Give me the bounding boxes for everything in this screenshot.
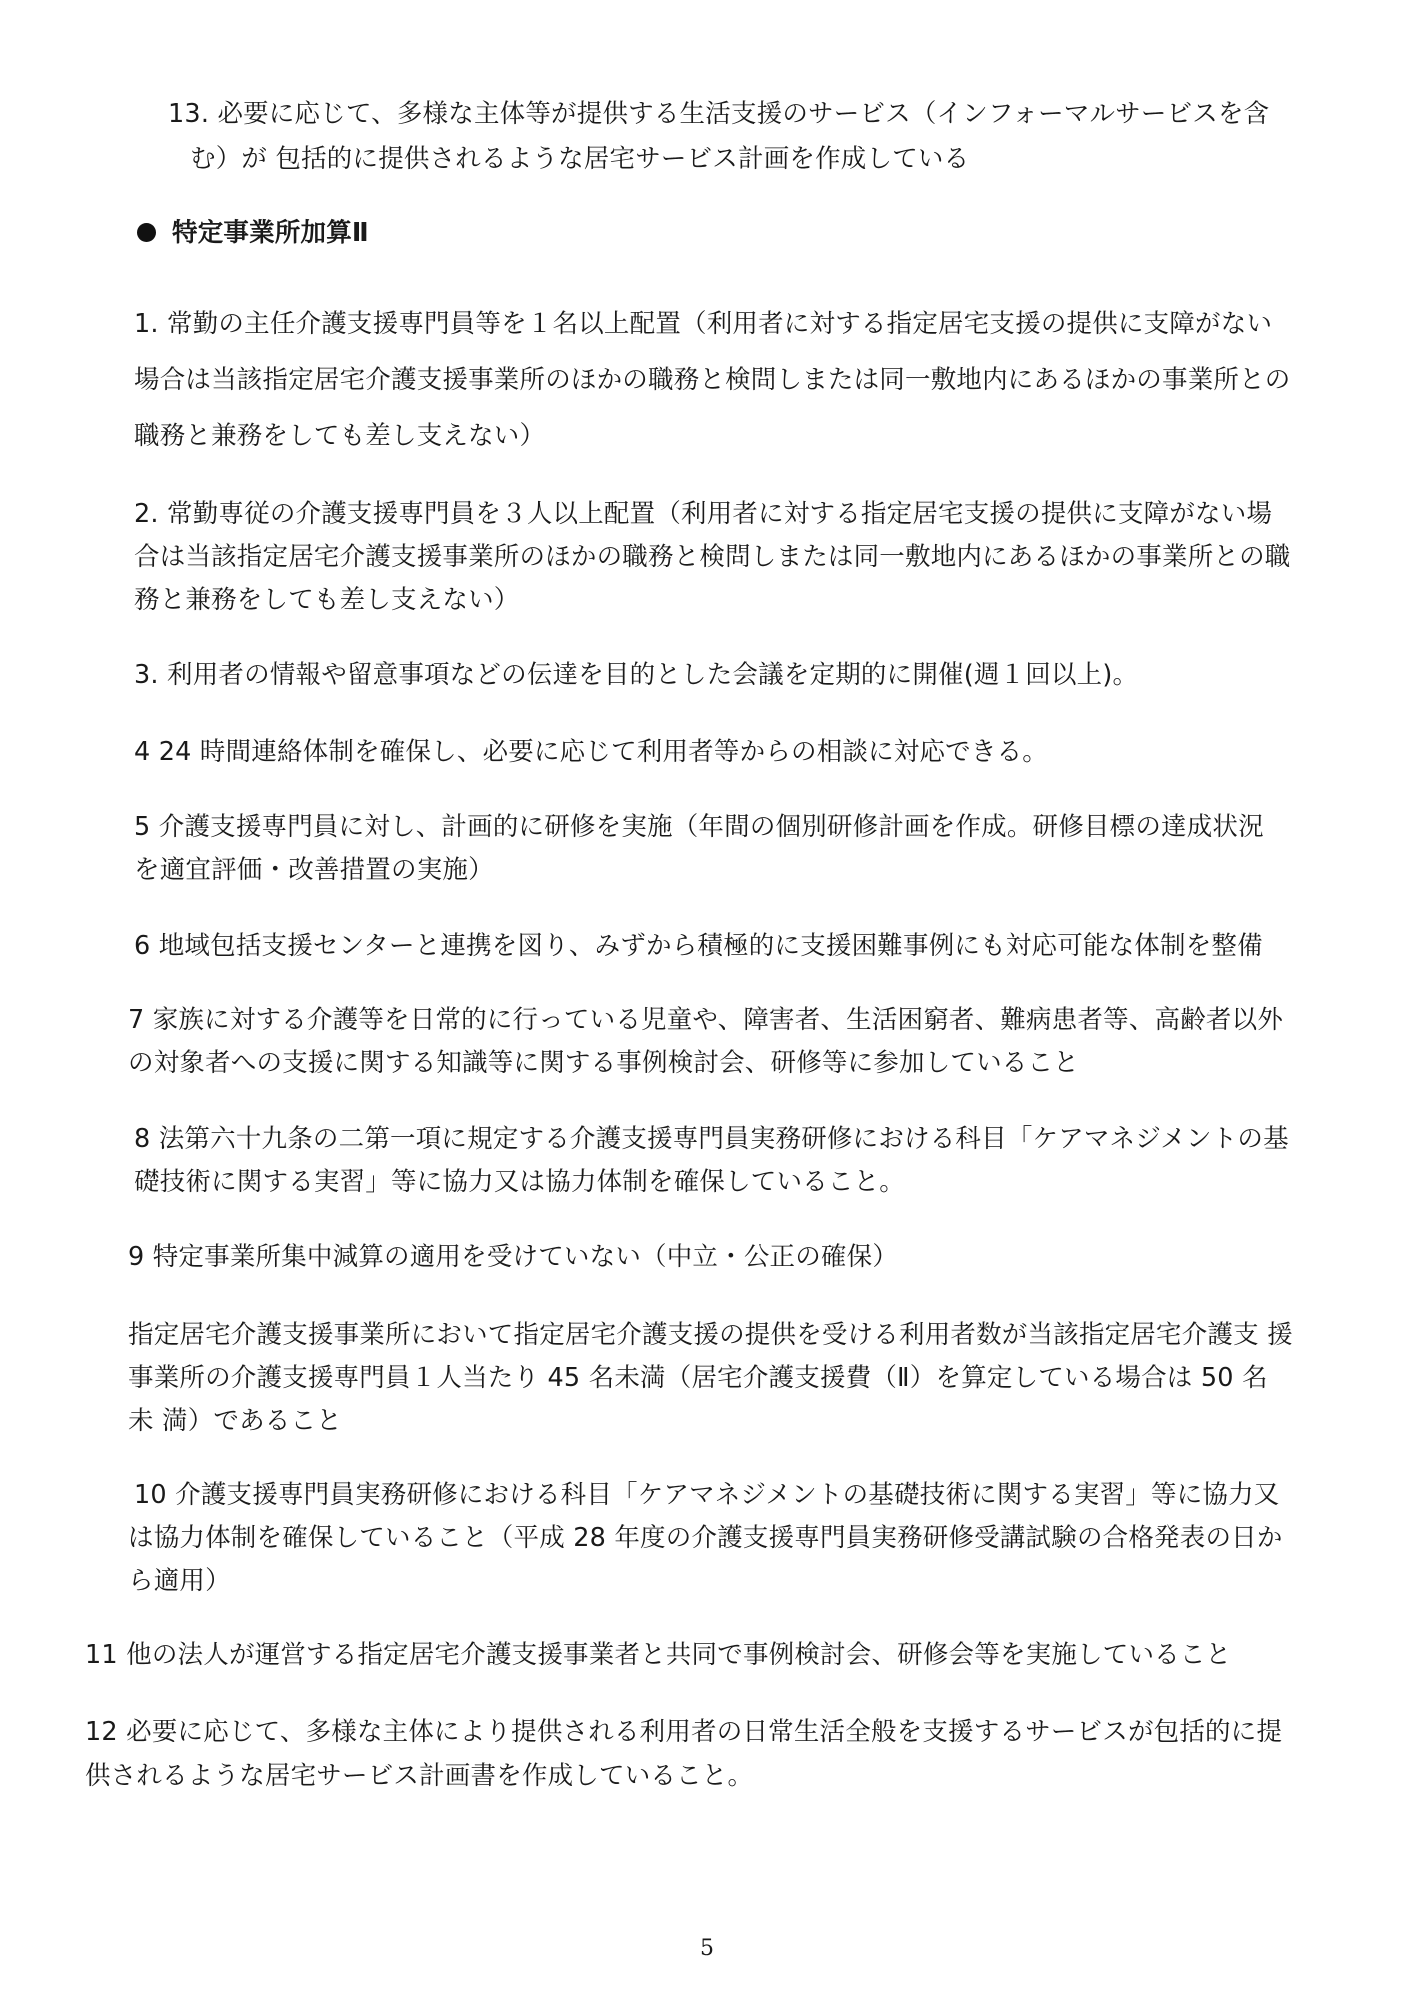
item-12-line-2: 供されるような居宅サービス計画書を作成していること。	[85, 1761, 754, 1791]
page-number: 5	[700, 1936, 714, 1961]
item-6: 6 地域包括支援センターと連携を図り、みずから積極的に支援困難事例にも対応可能な体制を整備	[134, 931, 1263, 961]
item-5-line-2: を適宜評価・改善措置の実施）	[134, 855, 494, 885]
item-8-line-1: 8 法第六十九条の二第一項に規定する介護支援専門員実務研修における科目「ケアマネジメントの基	[134, 1124, 1289, 1154]
item-10-line-1: 10 介護支援専門員実務研修における科目「ケアマネジメントの基礎技術に関する実習」等に協力又	[134, 1480, 1280, 1510]
item-2-line-1: 2. 常勤専従の介護支援専門員を３人以上配置（利用者に対する指定居宅支援の提供に支障がない場	[134, 499, 1273, 529]
item-9-note-line-1: 指定居宅介護支援事業所において指定居宅介護支援の提供を受ける利用者数が当該指定居宅介護支 援	[128, 1320, 1293, 1350]
item-7-line-2: の対象者への支援に関する知識等に関する事例検討会、研修等に参加していること	[128, 1048, 1079, 1078]
item-8-line-2: 礎技術に関する実習」等に協力又は協力体制を確保していること。	[134, 1167, 906, 1197]
item-9: 9 特定事業所集中減算の適用を受けていない（中立・公正の確保）	[128, 1242, 899, 1272]
item-13-line-2: む）が 包括的に提供されるような居宅サービス計画を作成している	[190, 144, 970, 174]
item-9-note-line-3: 未 満）であること	[128, 1406, 342, 1436]
item-5-line-1: 5 介護支援専門員に対し、計画的に研修を実施（年間の個別研修計画を作成。研修目標の達成状況	[134, 812, 1264, 842]
item-2-line-3: 務と兼務をしても差し支えない）	[134, 585, 520, 615]
item-1-line-1: 1. 常勤の主任介護支援専門員等を１名以上配置（利用者に対する指定居宅支援の提供に支障がない	[134, 309, 1273, 339]
item-12-line-1: 12 必要に応じて、多様な主体により提供される利用者の日常生活全般を支援するサービスが包括的に提	[85, 1717, 1283, 1747]
item-11: 11 他の法人が運営する指定居宅介護支援事業者と共同で事例検討会、研修会等を実施していること	[85, 1640, 1232, 1670]
item-2-line-2: 合は当該指定居宅介護支援事業所のほかの職務と検問しまたは同一敷地内にあるほかの事業所との職	[134, 542, 1291, 572]
item-13-line-1: 13. 必要に応じて、多様な主体等が提供する生活支援のサービス（インフォーマルサービスを含	[168, 99, 1270, 129]
item-10-line-2: は協力体制を確保していること（平成 28 年度の介護支援専門員実務研修受講試験の合格発表の日か	[128, 1523, 1283, 1553]
item-4: 4 24 時間連絡体制を確保し、必要に応じて利用者等からの相談に対応できる。	[134, 737, 1048, 767]
item-10-line-3: ら適用）	[128, 1566, 231, 1596]
item-1-line-2: 場合は当該指定居宅介護支援事業所のほかの職務と検問しまたは同一敷地内にあるほかの事業所との	[134, 365, 1291, 395]
item-7-line-1: 7 家族に対する介護等を日常的に行っている児童や、障害者、生活困窮者、難病患者等、高齢者以外	[128, 1005, 1284, 1035]
item-3: 3. 利用者の情報や留意事項などの伝達を目的とした会議を定期的に開催(週１回以上)。	[134, 660, 1139, 690]
section-heading: 特定事業所加算Ⅱ	[172, 218, 369, 248]
bullet-icon	[137, 223, 156, 242]
item-9-note-line-2: 事業所の介護支援専門員１人当たり 45 名未満（居宅介護支援費（Ⅱ）を算定している場合は 50 名	[128, 1363, 1268, 1393]
item-1-line-3: 職務と兼務をしても差し支えない）	[134, 421, 546, 451]
